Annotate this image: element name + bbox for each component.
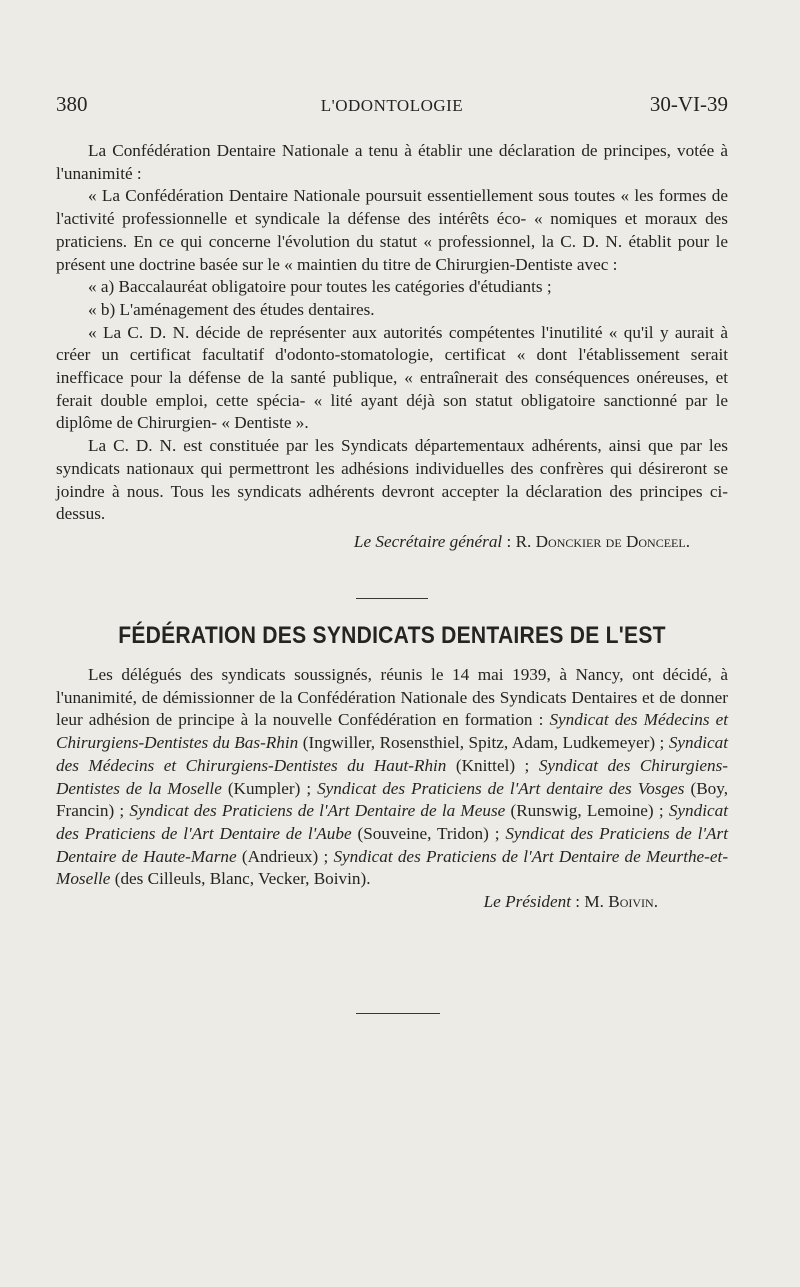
signature-title: Le Président — [483, 892, 571, 912]
syndicate-name: Syndicat des Praticiens de l'Art Dentaire de l'Aube — [56, 801, 728, 843]
declaration-item-b: « b) L'aménagement des études dentaires. — [88, 299, 375, 319]
declaration-item-a: « a) Baccalauréat obligatoire pour toutes les catégories d'étudiants ; — [88, 277, 552, 297]
end-divider — [356, 1013, 440, 1014]
resolution-paragraph — [56, 664, 728, 891]
president-signature: Le Président : M. Boivin. — [483, 892, 658, 912]
syndicate-members: (Ingwiller, Rosensthiel, Spitz, Adam, Ludkemeyer) ; — [302, 733, 665, 753]
signature-name: R. Donckier de Donceel. — [515, 531, 690, 551]
secretary-signature: Le Secrétaire général : R. Donckier de Donceel. — [353, 531, 690, 551]
syndicate-name: Syndicat des Praticiens de l'Art Dentaire de la Meuse — [129, 801, 506, 821]
syndicate-name: Syndicat des Médecins et Chirurgiens-Dentistes du Haut-Rhin — [56, 733, 729, 775]
section-divider — [356, 598, 428, 599]
page-header — [56, 92, 728, 122]
syndicate-members: (des Cilleuls, Blanc, Vecker, Boivin). — [114, 869, 371, 889]
syndicate-members: (Andrieux) ; — [241, 846, 329, 866]
syndicate-members: (Kumpler) ; — [227, 778, 312, 798]
syndicate-name: Syndicat des Praticiens de l'Art Dentaire de Haute-Marne — [56, 823, 729, 866]
syndicate-name: Syndicat des Praticiens de l'Art Dentaire de Meurthe-et-Moselle — [56, 846, 729, 889]
cdn-composition-paragraph: La C. D. N. est constituée par les Syndicats départementaux adhérents, ainsi que par les syndicats nationaux qui permettront les adhésions individuelles des confrères qui désireront se joindre à nous. Tous les syndicats adhérents devront accepter la déclaration des principes ci-dessus. — [56, 436, 728, 524]
syndicate-name: Syndicat des Praticiens de l'Art dentaire des Vosges — [317, 778, 685, 798]
declaration-intro: La Confédération Dentaire Nationale a tenu à établir une déclaration de principes, votée à l'unanimité : — [56, 141, 728, 183]
syndicate-members: (Knittel) ; — [455, 755, 530, 775]
page-number: 380 — [56, 92, 88, 116]
running-title: L'ODONTOLOGIE — [320, 96, 464, 115]
declaration-quote-2: « La C. D. N. décide de représenter aux autorités compétentes l'inutilité « qu'il y aurait à créer un certificat facultatif d'odonto-stomatologie, certificat « dont l'établissement serait inefficace pour la défense de la santé publique, « entraînerait des conséquences onéreuses, et ferait double emploi, cette spécia- « lité ayant déjà son statut obligatoire sanctionné par le diplôme de Chirurgien- « Dentiste ». — [56, 322, 728, 433]
syndicate-members: (Runswig, Lemoine) ; — [510, 801, 664, 821]
syndicate-name: Syndicat des Médecins et Chirurgiens-Dentistes du Bas-Rhin — [56, 710, 728, 753]
syndicate-members: (Boy, Francin) ; — [56, 778, 729, 821]
declaration-quote-1: « La Confédération Dentaire Nationale poursuit essentiellement sous toutes « les formes de l'activité professionnelle et syndicale la défense des intérêts éco- « nomiques et moraux des praticiens. En ce qui concerne l'évolution du statut « professionnel, la C. D. N. établit pour le présent une doctrine basée sur le « maintien du titre de Chirurgien-Dentiste avec : — [56, 186, 728, 274]
cdn-declaration — [56, 140, 728, 554]
syndicate-name: Syndicat des Chirurgiens-Dentistes de la Moselle — [56, 755, 729, 798]
syndicate-members: (Souveine, Tridon) ; — [357, 823, 500, 843]
section-heading: FÉDÉRATION DES SYNDICATS DENTAIRES DE L'EST — [118, 622, 666, 649]
resolution-lead: Les délégués des syndicats soussignés, réunis le 14 mai 1939, à Nancy, ont décidé, à l'unanimité, de démissionner de la Confédération Nationale des Syndicats Dentaires et de donner leur adhésion de principe à la nouvelle Confédération en formation : — [56, 665, 728, 730]
signature-name: M. Boivin. — [584, 892, 658, 912]
issue-date: 30-VI-39 — [649, 92, 728, 116]
signature-title: Le Secrétaire général — [353, 531, 503, 551]
federation-resolution — [56, 664, 728, 914]
